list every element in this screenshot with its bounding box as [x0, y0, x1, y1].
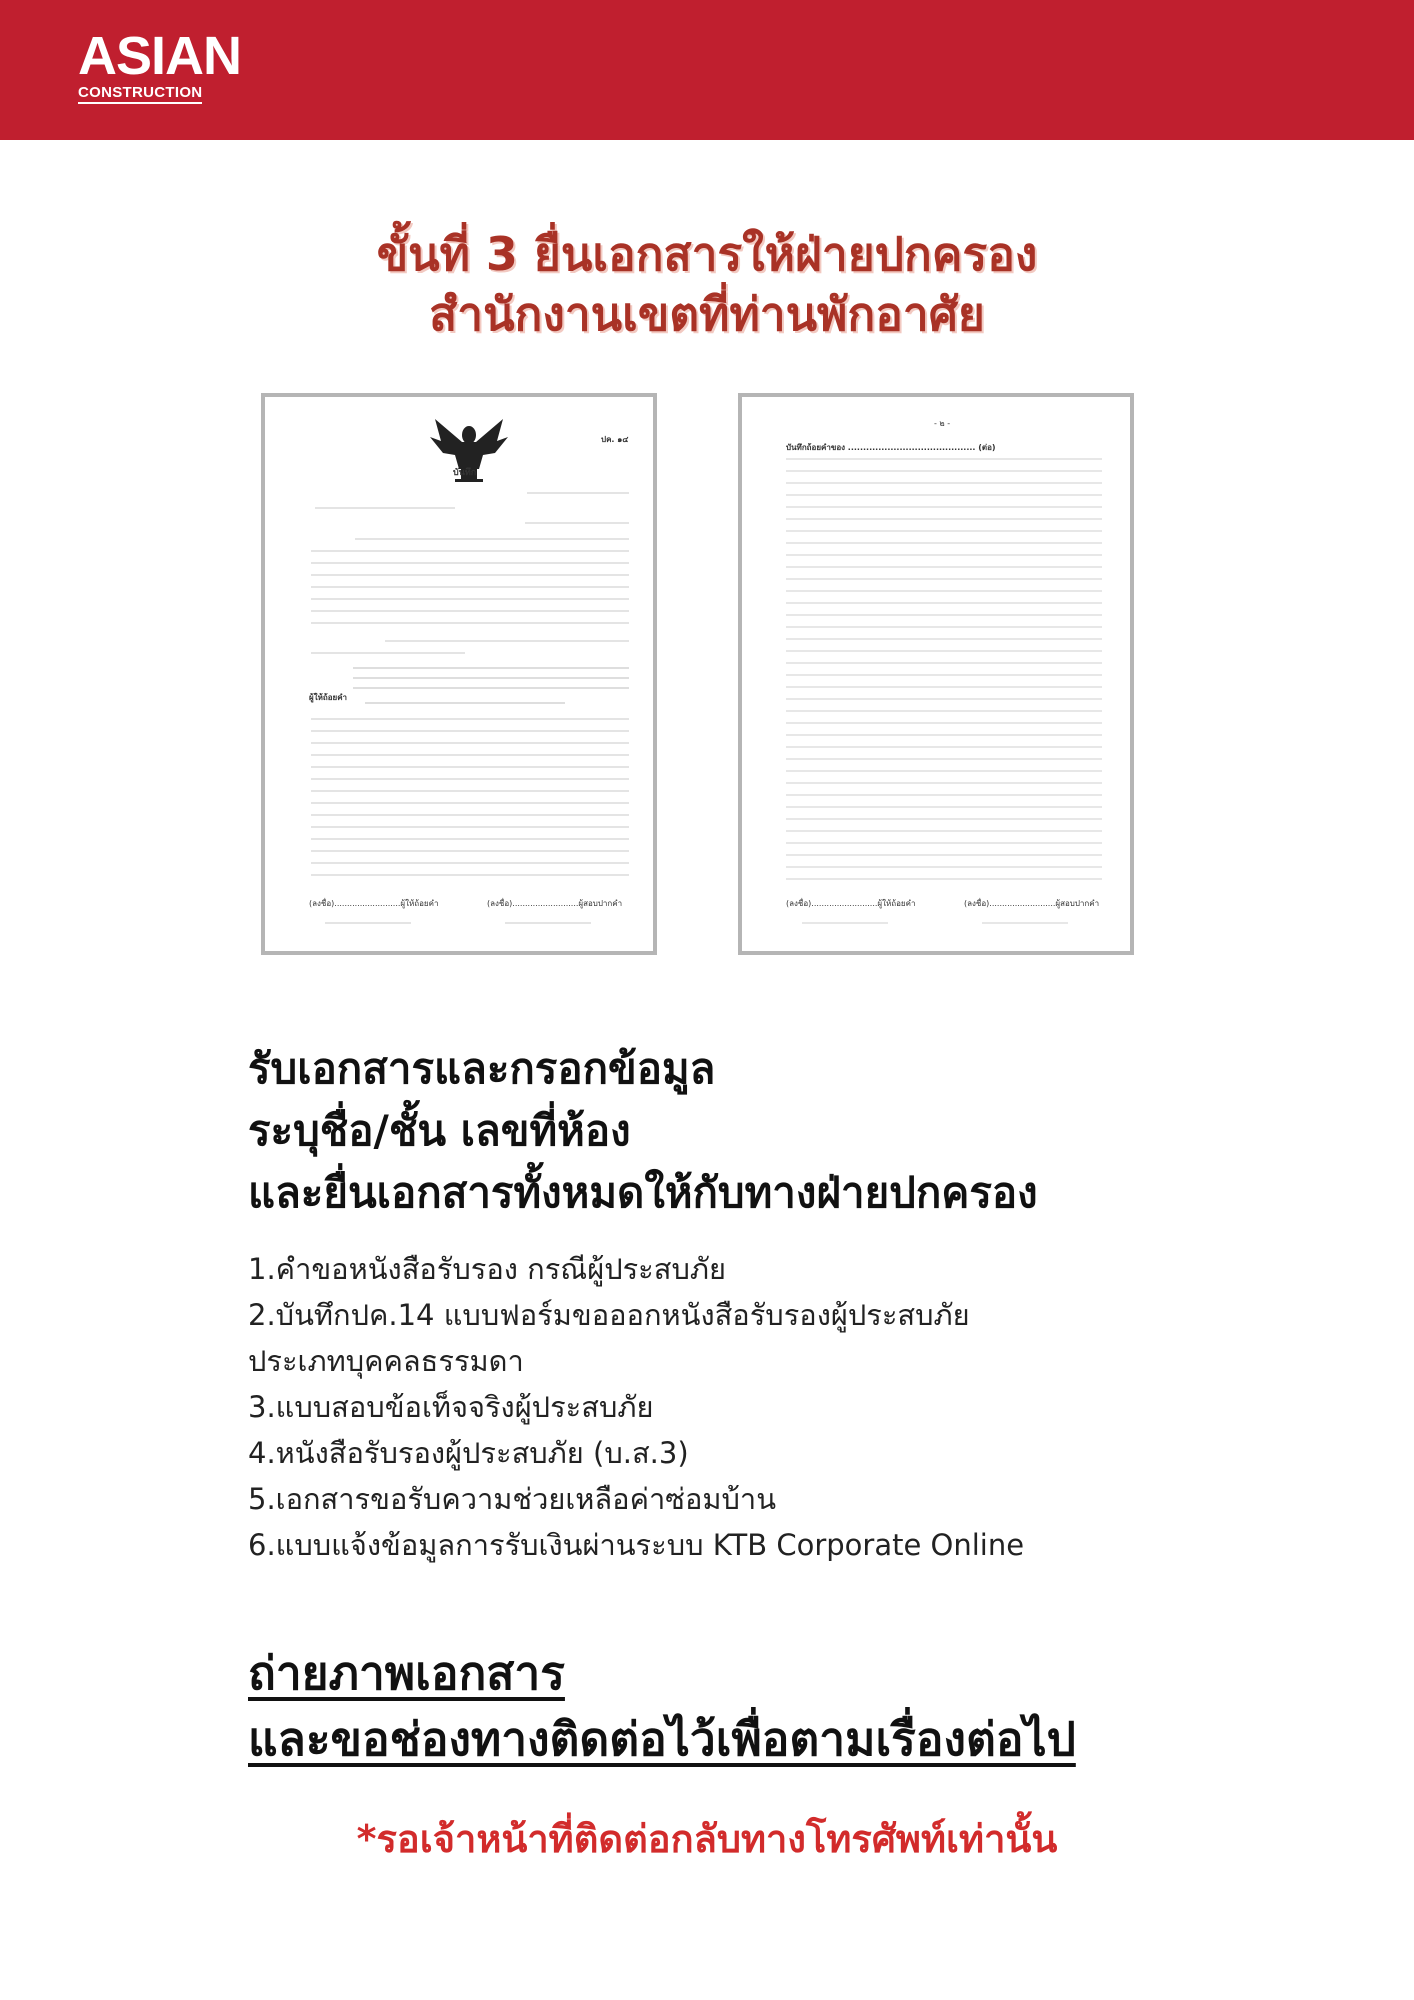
form-image-pk14-page1 — [261, 393, 657, 955]
form-sign-giver: (ลงชื่อ)..........................ผู้ให้ถ้อยคำ — [309, 899, 439, 908]
list-item: ประเภทบุคคลธรรมดา — [248, 1344, 524, 1378]
photo-instruction — [248, 1640, 1348, 1772]
form-section-label: ผู้ให้ถ้อยคำ — [309, 693, 348, 702]
list-item: 6.แบบแจ้งข้อมูลการรับเงินผ่านระบบ KTB Corporate Online — [248, 1528, 1025, 1562]
page-number-label: - ๒ - — [934, 419, 951, 428]
list-item: 3.แบบสอบข้อเท็จจริงผู้ประสบภัย — [248, 1390, 654, 1424]
form-sign-recorder: (ลงชื่อ)..........................ผู้สอบปากคำ — [487, 899, 623, 908]
step-title-line-2: สำนักงานเขตที่ท่านพักอาศัย — [429, 287, 985, 341]
form-lines-2 — [742, 397, 1130, 951]
form-code-label: ปค. ๑๔ — [601, 435, 629, 444]
form2-title-label: บันทึกถ้อยคำของ .......................................... (ต่อ) — [786, 443, 996, 452]
list-item: 2.บันทึกปค.14 แบบฟอร์มขอออกหนังสือรับรองผู้ประสบภัย — [248, 1298, 970, 1332]
form-image-pk14-page2 — [738, 393, 1134, 955]
photo-instruction-line-2: และขอช่องทางติดต่อไว้เพื่อตามเรื่องต่อไป — [248, 1712, 1076, 1766]
instruction-heading — [248, 1038, 1348, 1224]
photo-instruction-line-1: ถ่ายภาพเอกสาร — [248, 1646, 565, 1700]
logo-main-text: ASIAN — [78, 26, 242, 86]
instruction-line-2: ระบุชื่อ/ชั้น เลขที่ห้อง — [248, 1106, 631, 1155]
instruction-line-1: รับเอกสารและกรอกข้อมูล — [248, 1044, 716, 1093]
list-item: 4.หนังสือรับรองผู้ประสบภัย (บ.ส.3) — [248, 1436, 689, 1470]
header-banner — [0, 0, 1414, 140]
form2-sign-recorder: (ลงชื่อ)..........................ผู้สอบปากคำ — [964, 899, 1100, 908]
document-list — [248, 1246, 1348, 1568]
form-title-label: บันทึก — [453, 468, 477, 478]
step-title — [0, 224, 1414, 344]
list-item: 1.คำขอหนังสือรับรอง กรณีผู้ประสบภัย — [248, 1252, 726, 1286]
logo-sub-text: CONSTRUCTION — [78, 84, 202, 104]
list-item: 5.เอกสารขอรับความช่วยเหลือค่าซ่อมบ้าน — [248, 1482, 777, 1516]
instruction-line-3: และยื่นเอกสารทั้งหมดให้กับทางฝ่ายปกครอง — [248, 1168, 1038, 1217]
step-title-line-1: ขั้นที่ 3 ยื่นเอกสารให้ฝ่ายปกครอง — [376, 227, 1038, 281]
form-lines — [265, 397, 653, 951]
phone-contact-note: *รอเจ้าหน้าที่ติดต่อกลับทางโทรศัพท์เท่านั้น — [356, 1817, 1058, 1861]
form2-sign-giver: (ลงชื่อ)..........................ผู้ให้ถ้อยคำ — [786, 899, 916, 908]
company-logo — [78, 26, 248, 104]
